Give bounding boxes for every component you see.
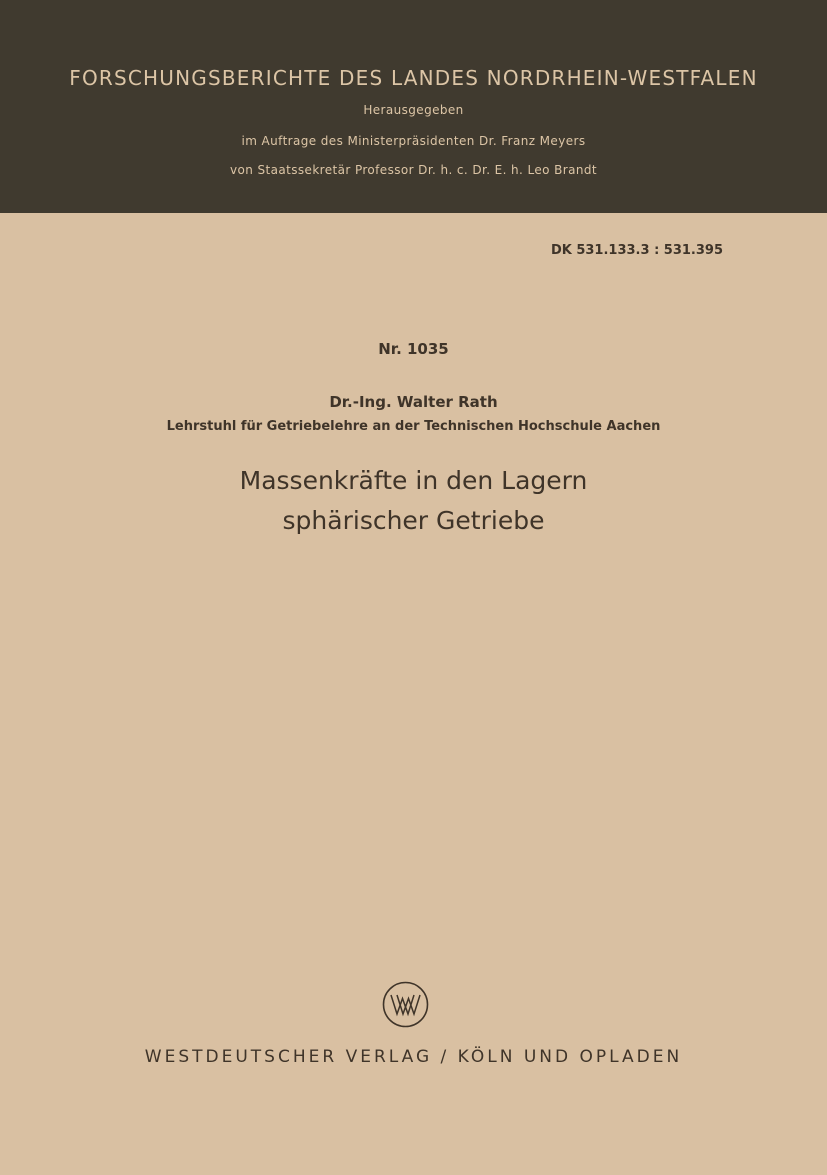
publisher-name: WESTDEUTSCHER VERLAG / KÖLN UND OPLADEN [144, 1047, 683, 1067]
header-band [0, 0, 827, 213]
report-number: Nr. 1035 [378, 340, 449, 358]
editor-line-1: im Auftrage des Ministerpräsidenten Dr. Franz Meyers [241, 134, 586, 148]
book-title-line-1: Massenkräfte in den Lagern [239, 466, 588, 495]
publisher-logo-icon [382, 981, 429, 1028]
book-title-line-2: sphärischer Getriebe [282, 506, 545, 535]
author-name: Dr.-Ing. Walter Rath [329, 393, 498, 411]
editor-line-2: von Staatssekretär Professor Dr. h. c. Dr. E. h. Leo Brandt [230, 163, 597, 177]
editor-label: Herausgegeben [363, 103, 464, 117]
series-title: FORSCHUNGSBERICHTE DES LANDES NORDRHEIN-WESTFALEN [69, 66, 758, 90]
author-affiliation: Lehrstuhl für Getriebelehre an der Technischen Hochschule Aachen [166, 419, 661, 434]
dk-classification: DK 531.133.3 : 531.395 [550, 243, 723, 258]
